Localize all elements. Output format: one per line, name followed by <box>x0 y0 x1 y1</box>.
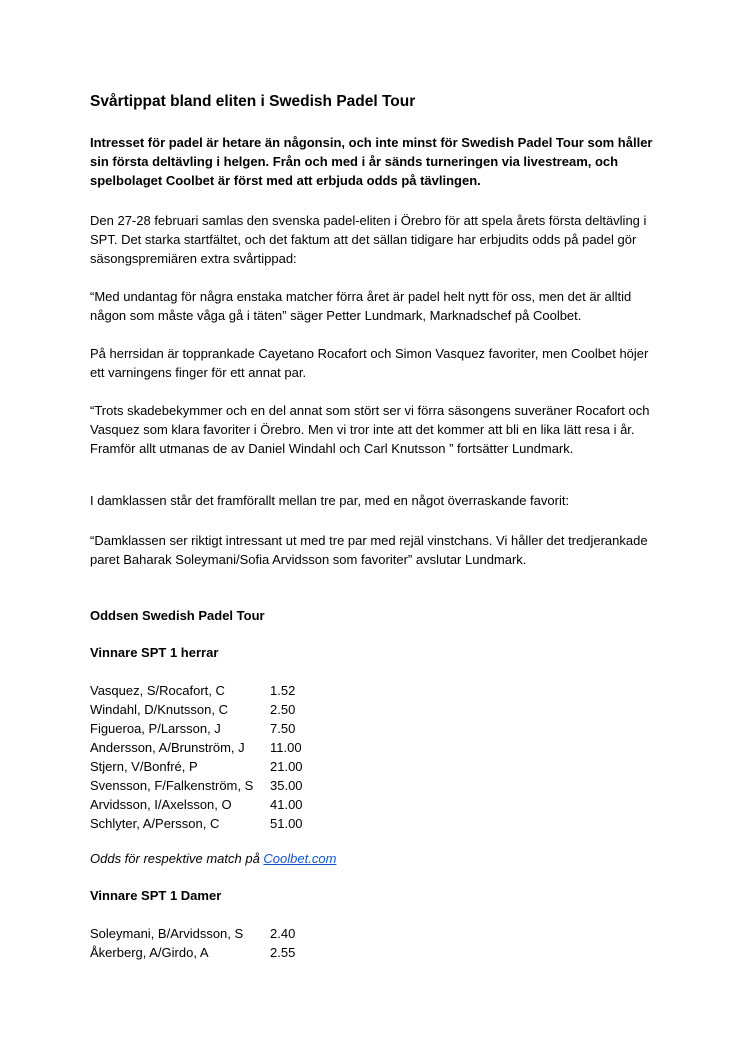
body-paragraph-4: “Trots skadebekymmer och en del annat som stört ser vi förra säsongens suveräner Rocafort och Vasquez som klara favoriter i Örebro. Men vi tror inte att det kommer att bli en lika lätt resa i år. Framför allt utmanas de av Daniel Windahl och Carl Knutsson ” fortsätter Lundmark. <box>90 403 650 456</box>
men-odds-table <box>90 681 303 833</box>
pair-name: Vasquez, S/Rocafort, C <box>90 683 225 698</box>
odds-note-text: Odds för respektive match på <box>90 851 264 866</box>
men-odds-heading: Vinnare SPT 1 herrar <box>90 645 219 660</box>
odds-value: 11.00 <box>270 740 302 755</box>
pair-name: Schlyter, A/Persson, C <box>90 816 220 831</box>
table-row <box>90 943 295 962</box>
odds-heading: Oddsen Swedish Padel Tour <box>90 608 265 623</box>
pair-name: Åkerberg, A/Girdo, A <box>90 945 209 960</box>
table-row <box>90 681 303 700</box>
pair-name: Figueroa, P/Larsson, J <box>90 721 221 736</box>
table-row <box>90 776 303 795</box>
pair-name: Svensson, F/Falkenström, S <box>90 778 254 793</box>
odds-value: 41.00 <box>270 797 303 812</box>
pair-name: Stjern, V/Bonfré, P <box>90 759 198 774</box>
table-row <box>90 719 303 738</box>
pair-name: Windahl, D/Knutsson, C <box>90 702 229 717</box>
body-paragraph-3: På herrsidan är topprankade Cayetano Rocafort och Simon Vasquez favoriter, men Coolbet höjer ett varningens finger för ett annat par. <box>90 346 649 380</box>
pair-name: Andersson, A/Brunström, J <box>90 740 245 755</box>
body-paragraph-5: I damklassen står det framförallt mellan tre par, med en något överraskande favorit: <box>90 493 570 508</box>
pair-name: Soleymani, B/Arvidsson, S <box>90 926 244 941</box>
odds-value: 21.00 <box>270 759 303 774</box>
lead-paragraph: Intresset för padel är hetare än någonsin, och inte minst för Swedish Padel Tour som håller sin första deltävling i helgen. Från och med i år sänds turneringen via livestream, och spelbolaget Coolbet är först med att erbjuda odds på tävlingen. <box>90 135 653 188</box>
table-row <box>90 738 303 757</box>
odds-value: 2.40 <box>270 926 296 941</box>
odds-value: 2.50 <box>270 702 296 717</box>
article-title: Svårtippat bland eliten i Swedish Padel Tour <box>90 93 416 110</box>
table-row <box>90 924 295 943</box>
women-odds-table <box>90 924 295 962</box>
odds-note <box>90 849 336 868</box>
odds-value: 51.00 <box>270 816 303 831</box>
odds-value: 2.55 <box>270 945 296 960</box>
body-paragraph-6: “Damklassen ser riktigt intressant ut med tre par med rejäl vinstchans. Vi håller det tredjerankade paret Baharak Soleymani/Sofia Arvidsson som favoriter” avslutar Lundmark. <box>90 533 648 567</box>
odds-value: 1.52 <box>270 683 296 698</box>
body-paragraph-1: Den 27-28 februari samlas den svenska padel-eliten i Örebro för att spela årets första deltävling i SPT. Det starka startfältet, och det faktum att det sällan tidigare har erbjudits odds på padel gör säsongspremiären extra svårtippad: <box>90 213 647 266</box>
odds-value: 35.00 <box>270 778 303 793</box>
body-paragraph-2: “Med undantag för några enstaka matcher förra året är padel helt nytt för oss, men det är alltid någon som måste våga gå i täten” säger Petter Lundmark, Marknadschef på Coolbet. <box>90 289 632 323</box>
odds-value: 7.50 <box>270 721 296 736</box>
women-odds-heading: Vinnare SPT 1 Damer <box>90 888 222 903</box>
table-row <box>90 757 303 776</box>
pair-name: Arvidsson, I/Axelsson, O <box>90 797 232 812</box>
table-row <box>90 814 303 833</box>
table-row <box>90 795 303 814</box>
coolbet-link[interactable]: Coolbet.com <box>263 851 337 866</box>
table-row <box>90 700 303 719</box>
